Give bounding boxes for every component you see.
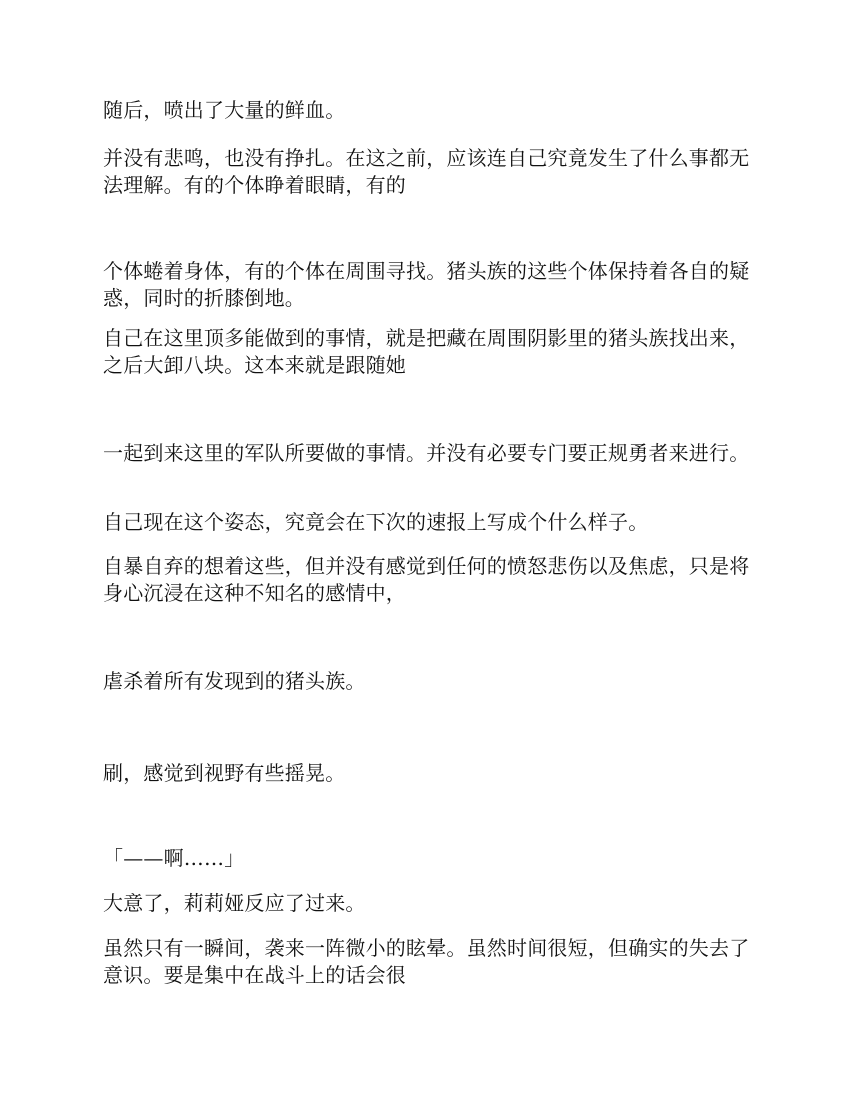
paragraph: 随后，喷出了大量的鲜血。 (103, 98, 346, 122)
paragraph: 虽然只有一瞬间，袭来一阵微小的眩晕。虽然时间很短，但确实的失去了意识。要是集中在战斗上的话会很 (103, 936, 750, 987)
paragraph: 自己现在这个姿态，究竟会在下次的速报上写成个什么样子。 (103, 510, 649, 534)
dialogue-line: 「——啊……」 (103, 846, 245, 870)
paragraph: 自己在这里顶多能做到的事情，就是把藏在周围阴影里的猪头族找出来，之后大卸八块。这本来就是跟随她 (103, 326, 750, 377)
paragraph: 自暴自弃的想着这些，但并没有感觉到任何的愤怒悲伤以及焦虑，只是将身心沉浸在这种不知名的感情中， (103, 554, 750, 605)
paragraph: 刷，感觉到视野有些摇晃。 (103, 761, 346, 785)
paragraph: 虐杀着所有发现到的猪头族。 (103, 669, 366, 693)
paragraph: 个体蜷着身体，有的个体在周围寻找。猪头族的这些个体保持着各自的疑惑，同时的折膝倒地。 (103, 259, 750, 310)
paragraph: 大意了，莉莉娅反应了过来。 (103, 891, 366, 915)
paragraph: 一起到来这里的军队所要做的事情。并没有必要专门要正规勇者来进行。 (103, 441, 750, 465)
paragraph: 并没有悲鸣，也没有挣扎。在这之前，应该连自己究竟发生了什么事都无法理解。有的个体睁着眼睛，有的 (103, 146, 750, 197)
